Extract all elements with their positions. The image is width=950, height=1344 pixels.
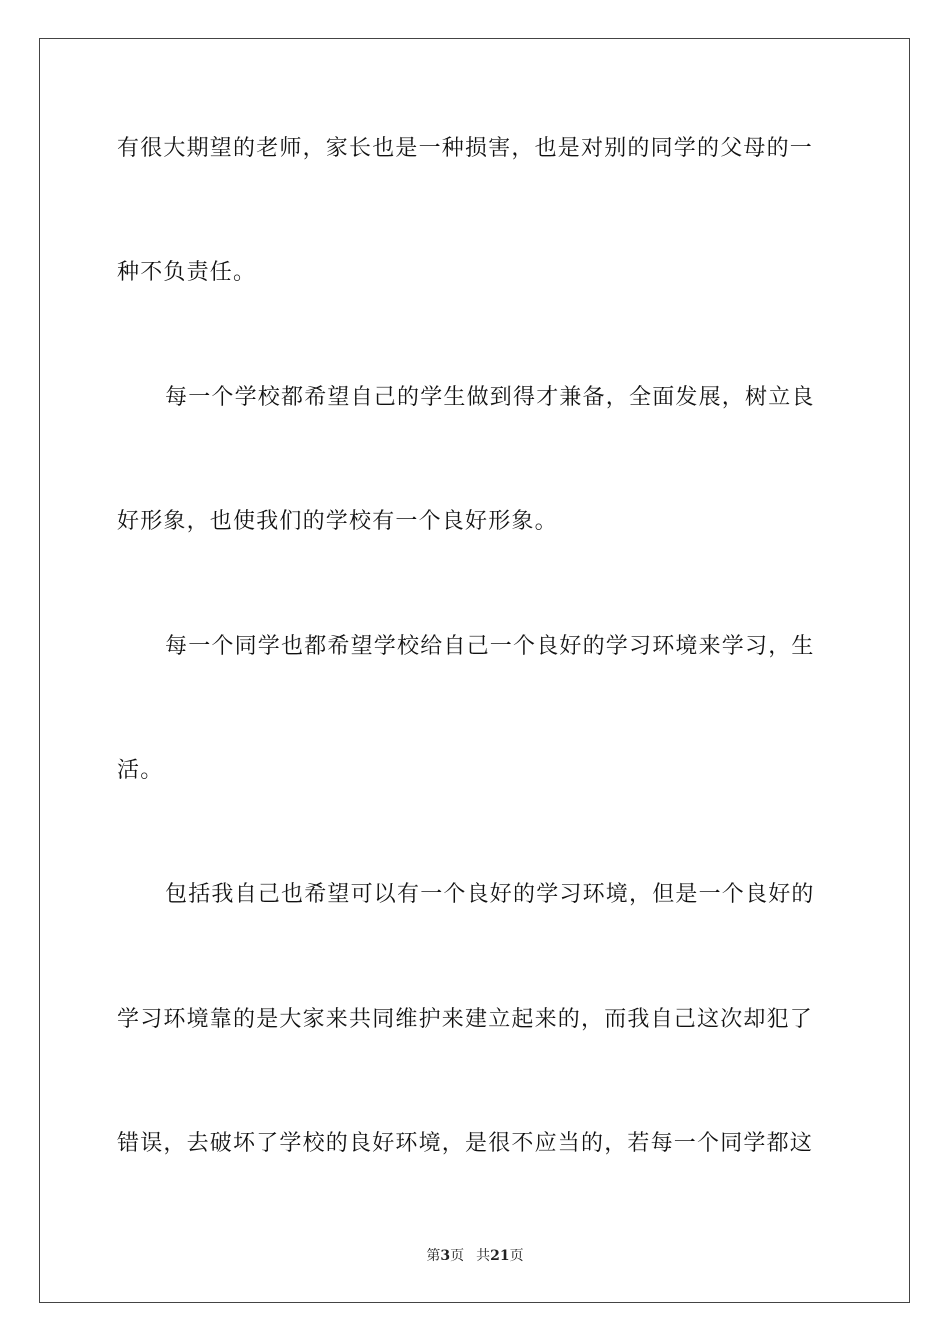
body-line-3: 每一个学校都希望自己的学生做到得才兼备，全面发展，树立良 <box>165 385 815 410</box>
body-line-7: 包括我自己也希望可以有一个良好的学习环境，但是一个良好的 <box>165 882 815 907</box>
body-line-9: 错误，去破坏了学校的良好环境，是很不应当的，若每一个同学都这 <box>117 1131 814 1156</box>
body-line-8: 学习环境靠的是大家来共同维护来建立起来的，而我自己这次却犯了 <box>117 1007 814 1032</box>
page-footer <box>0 1246 950 1266</box>
body-line-2: 种不负责任。 <box>117 260 257 285</box>
body-line-6: 活。 <box>117 758 164 783</box>
body-line-1: 有很大期望的老师，家长也是一种损害，也是对别的同学的父母的一 <box>117 136 814 161</box>
body-line-4: 好形象，也使我们的学校有一个良好形象。 <box>117 509 558 534</box>
footer-page-number: 3 <box>440 1248 451 1264</box>
body-line-5: 每一个同学也都希望学校给自己一个良好的学习环境来学习，生 <box>165 634 815 659</box>
footer-page-suffix: 页 <box>450 1248 465 1264</box>
footer-total-prefix: 共 <box>476 1248 491 1264</box>
footer-total-pages: 21 <box>490 1248 510 1264</box>
footer-total-suffix: 页 <box>509 1248 524 1264</box>
page-frame <box>39 38 910 1303</box>
footer-page-prefix: 第 <box>426 1248 441 1264</box>
